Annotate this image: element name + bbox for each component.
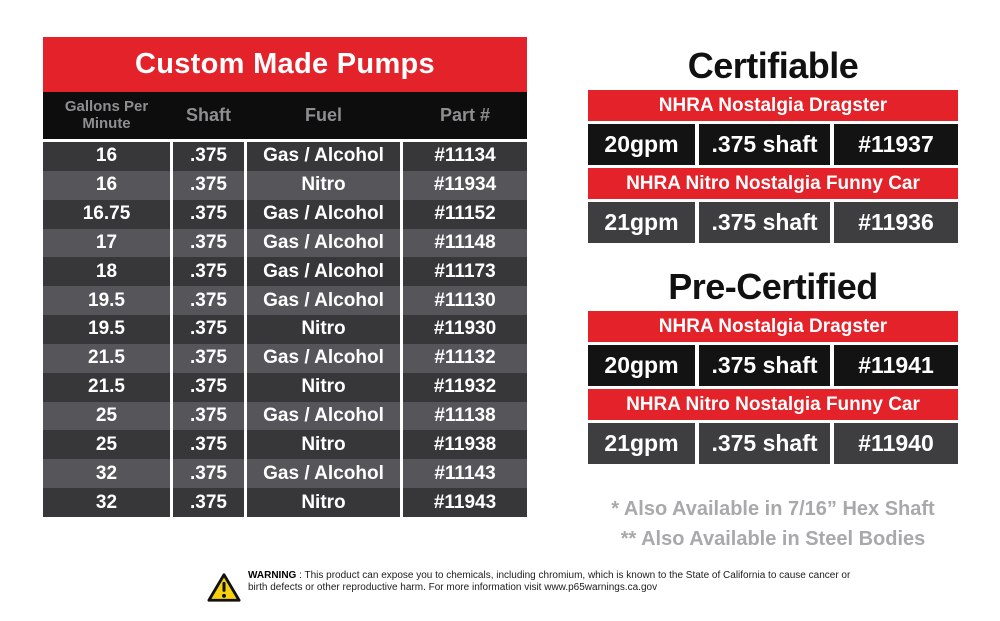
- spec-row: [588, 124, 958, 165]
- shaft-cell: .375: [173, 488, 244, 517]
- table-row: [43, 488, 527, 517]
- gpm-cell: 25: [43, 430, 170, 459]
- part-number-cell: #11932: [403, 373, 527, 402]
- column-header-part: Part #: [439, 104, 491, 125]
- gpm-cell: 19.5: [43, 315, 170, 344]
- fuel-cell: Gas / Alcohol: [247, 402, 400, 431]
- table-row: [43, 402, 527, 431]
- table-header-row: [43, 92, 527, 139]
- gpm-cell: 18: [43, 257, 170, 286]
- gpm-cell: 25: [43, 402, 170, 431]
- shaft-cell: .375: [173, 200, 244, 229]
- fuel-cell: Nitro: [247, 488, 400, 517]
- pumps-rows: [43, 142, 527, 517]
- fuel-cell: Nitro: [247, 171, 400, 200]
- part-number-cell: #11173: [403, 257, 527, 286]
- table-row: [43, 142, 527, 171]
- table-row: [43, 373, 527, 402]
- spec-row: [588, 423, 958, 464]
- certifiable-groups: [588, 90, 958, 243]
- gpm-cell: 17: [43, 229, 170, 258]
- spec-row: [588, 202, 958, 243]
- gpm-cell: 16: [43, 171, 170, 200]
- custom-pumps-table: [43, 37, 527, 517]
- gpm-cell: 20gpm: [588, 345, 695, 386]
- fuel-cell: Gas / Alcohol: [247, 200, 400, 229]
- fuel-cell: Gas / Alcohol: [247, 229, 400, 258]
- fuel-cell: Gas / Alcohol: [247, 459, 400, 488]
- table-row: [43, 171, 527, 200]
- part-number-cell: #11943: [403, 488, 527, 517]
- warning-triangle-icon: [207, 572, 241, 603]
- footnote-hex-shaft: * Also Available in 7/16” Hex Shaft: [611, 498, 935, 521]
- column-header-gpm: Gallons Per Minute: [64, 98, 149, 132]
- table-row: [43, 286, 527, 315]
- gpm-cell: 16: [43, 142, 170, 171]
- part-number-cell: #11938: [403, 430, 527, 459]
- footnotes: [588, 494, 958, 554]
- warning-label: WARNING: [248, 570, 297, 581]
- fuel-cell: Gas / Alcohol: [247, 344, 400, 373]
- fuel-cell: Nitro: [247, 373, 400, 402]
- warning-text: [248, 570, 852, 593]
- gpm-cell: 21.5: [43, 344, 170, 373]
- shaft-cell: .375: [173, 402, 244, 431]
- shaft-cell: .375: [173, 459, 244, 488]
- shaft-cell: .375: [173, 257, 244, 286]
- gpm-cell: 21gpm: [588, 423, 695, 464]
- part-number-cell: #11138: [403, 402, 527, 431]
- class-header-bar: NHRA Nitro Nostalgia Funny Car: [588, 389, 958, 420]
- table-row: [43, 430, 527, 459]
- part-number-cell: #11930: [403, 315, 527, 344]
- shaft-cell: .375 shaft: [699, 345, 830, 386]
- table-row: [43, 229, 527, 258]
- part-number-cell: #11940: [834, 423, 958, 464]
- table-row: [43, 315, 527, 344]
- warning-body: : This product can expose you to chemicals, including chromium, which is known to the State of California to cause cancer or birth defects or other reproductive harm. For more information visit www.p65warnings.ca.gov: [248, 570, 851, 593]
- table-row: [43, 200, 527, 229]
- part-number-cell: #11941: [834, 345, 958, 386]
- part-number-cell: #11148: [403, 229, 527, 258]
- shaft-cell: .375: [173, 229, 244, 258]
- part-number-cell: #11937: [834, 124, 958, 165]
- shaft-cell: .375: [173, 286, 244, 315]
- shaft-cell: .375: [173, 142, 244, 171]
- part-number-cell: #11134: [403, 142, 527, 171]
- shaft-cell: .375: [173, 171, 244, 200]
- class-header-bar: NHRA Nostalgia Dragster: [588, 90, 958, 121]
- spec-row: [588, 345, 958, 386]
- table-row: [43, 459, 527, 488]
- footnote-steel-bodies: ** Also Available in Steel Bodies: [620, 528, 926, 551]
- shaft-cell: .375 shaft: [699, 202, 830, 243]
- fuel-cell: Gas / Alcohol: [247, 286, 400, 315]
- table-row: [43, 257, 527, 286]
- certifiable-section: [588, 44, 958, 243]
- part-number-cell: #11132: [403, 344, 527, 373]
- section-title-certifiable: Certifiable: [687, 45, 859, 86]
- shaft-cell: .375: [173, 430, 244, 459]
- pre-certified-section: [588, 265, 958, 464]
- certification-panel: [588, 44, 958, 554]
- section-title-pre-certified: Pre-Certified: [668, 266, 878, 308]
- gpm-cell: 32: [43, 488, 170, 517]
- fuel-cell: Gas / Alcohol: [247, 257, 400, 286]
- table-title: Custom Made Pumps: [43, 37, 527, 92]
- class-header-bar: NHRA Nostalgia Dragster: [588, 311, 958, 342]
- shaft-cell: .375: [173, 344, 244, 373]
- prop65-warning: [207, 570, 852, 603]
- gpm-cell: 20gpm: [588, 124, 695, 165]
- shaft-cell: .375: [173, 315, 244, 344]
- gpm-cell: 16.75: [43, 200, 170, 229]
- column-header-shaft: Shaft: [186, 104, 231, 125]
- fuel-cell: Gas / Alcohol: [247, 142, 400, 171]
- shaft-cell: .375: [173, 373, 244, 402]
- part-number-cell: #11152: [403, 200, 527, 229]
- part-number-cell: #11130: [403, 286, 527, 315]
- gpm-cell: 19.5: [43, 286, 170, 315]
- shaft-cell: .375 shaft: [699, 124, 830, 165]
- column-header-fuel: Fuel: [304, 104, 342, 125]
- part-number-cell: #11936: [834, 202, 958, 243]
- part-number-cell: #11143: [403, 459, 527, 488]
- gpm-cell: 21.5: [43, 373, 170, 402]
- fuel-cell: Nitro: [247, 430, 400, 459]
- pre-certified-groups: [588, 311, 958, 464]
- gpm-cell: 32: [43, 459, 170, 488]
- shaft-cell: .375 shaft: [699, 423, 830, 464]
- fuel-cell: Nitro: [247, 315, 400, 344]
- gpm-cell: 21gpm: [588, 202, 695, 243]
- class-header-bar: NHRA Nitro Nostalgia Funny Car: [588, 168, 958, 199]
- part-number-cell: #11934: [403, 171, 527, 200]
- table-row: [43, 344, 527, 373]
